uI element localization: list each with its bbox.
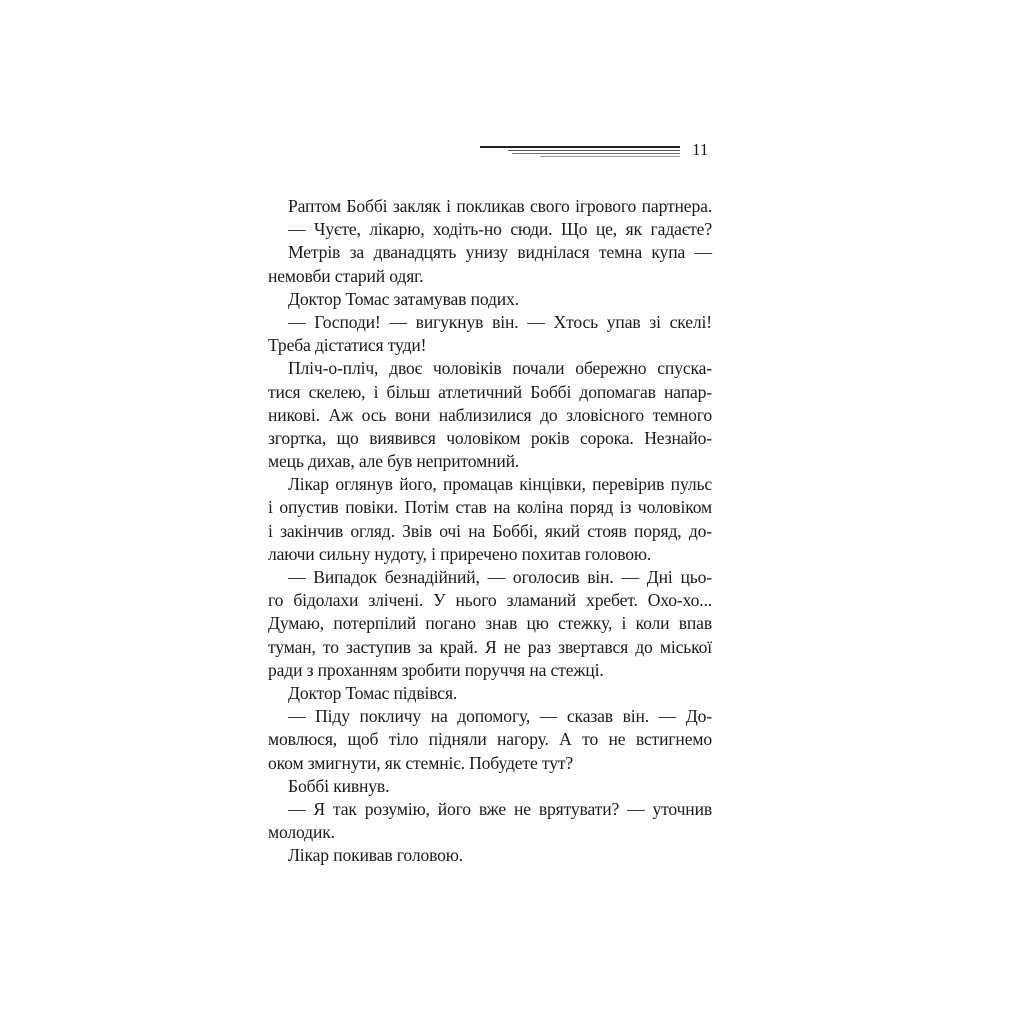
text-line: Метрів за дванадцять унизу виднілася темна купа — [288, 242, 712, 263]
body-text [268, 195, 712, 867]
text-line: Лікар оглянув його, промацав кінцівки, перевірив пульс [288, 474, 712, 495]
text-line: туман, то заступив за край. Я не раз звертався до міської [268, 636, 712, 657]
text-line: мовлюся, щоб тіло підняли нагору. А то не встигнемо [268, 729, 712, 750]
text-line: Боббі кивнув. [288, 775, 390, 796]
text-line: лаючи сильну нудоту, і приречено похитав головою. [268, 543, 652, 564]
header-rule [508, 150, 680, 151]
text-line: Доктор Томас затамував подих. [288, 288, 519, 309]
text-line: мець дихав, але був непритомний. [268, 451, 520, 472]
text-line: — Випадок безнадійний, — оголосив він. — Дні цьо- [288, 567, 712, 587]
header-rule [512, 153, 680, 154]
text-line: никові. Аж ось вони наблизилися до зловісного темного [268, 404, 712, 425]
text-line: немовби старий одяг. [268, 265, 424, 286]
header-rule [480, 146, 680, 148]
text-line: згортка, що виявився чоловіком років сорока. Незнайо- [268, 427, 712, 448]
text-line: — Чуєте, лікарю, ходіть-но сюди. Що це, як гадаєте? [288, 219, 712, 240]
text-line: го бідолахи злічені. У нього зламаний хребет. Охо-хо... [268, 590, 712, 611]
text-line: Пліч-о-пліч, двоє чоловіків почали обережно спуска- [288, 358, 712, 379]
text-line: молодик. [268, 822, 335, 843]
text-line: Треба дістатися туди! [268, 335, 427, 356]
text-line: Лікар покивав головою. [288, 845, 464, 866]
text-line: тися скелею, і більш атлетичний Боббі допомагав напар- [268, 381, 712, 402]
text-line: оком змигнути, як стемніє. Побудете тут? [268, 752, 574, 773]
text-line: Доктор Томас підвівся. [288, 682, 458, 703]
text-line: і опустив повіки. Потім став на коліна поряд із чоловіком [268, 497, 712, 518]
running-header [480, 140, 712, 162]
text-line: Думаю, потерпілий погано знав цю стежку, і коли впав [268, 613, 712, 634]
text-line: ради з проханням зробити поруччя на стежці. [268, 659, 604, 680]
text-line: Раптом Боббі закляк і покликав свого ігрового партнера. [288, 196, 712, 216]
page-number: 11 [692, 140, 709, 159]
header-rule [540, 156, 680, 157]
text-line: — Господи! — вигукнув він. — Хтось упав зі скелі! [288, 311, 712, 332]
header-decorative-rules [480, 140, 680, 162]
text-line: — Піду покличу на допомогу, — сказав він. — До- [288, 706, 712, 727]
text-line: і закінчив огляд. Звів очі на Боббі, який стояв поряд, до- [268, 520, 712, 541]
text-line: — Я так розумію, його вже не врятувати? — уточнив [288, 798, 712, 819]
